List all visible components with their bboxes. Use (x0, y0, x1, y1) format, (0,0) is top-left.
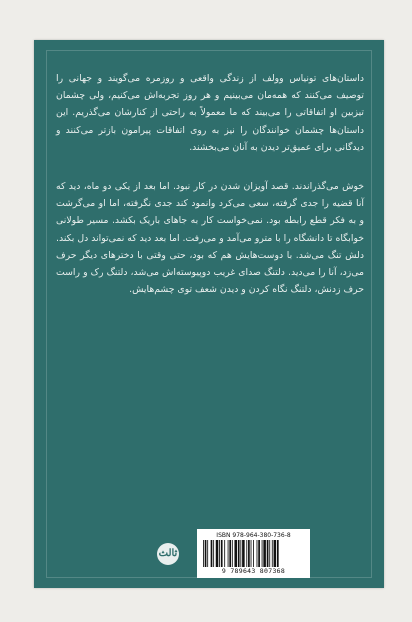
barcode-number: 9 789643 807368 (221, 567, 286, 575)
back-cover-panel (34, 40, 384, 588)
isbn-text: ISBN 978-964-380-736-8 (216, 532, 291, 539)
blurb-paragraph-1 (56, 70, 364, 156)
barcode-graphic (201, 540, 306, 567)
excerpt-paragraph (56, 178, 364, 298)
excerpt-text: خوش می‌گذراندند. قصد آویزان شدن در کار نبود. اما بعد از یکی دو ماه، دید که آنا قضیه را جدی گرفته، سعی می‌کرد وانمود کند جدی نگرفته، اما او می‌گرشت و به فکر قطع رابطه بود. نمی‌خواست کار به جاهای باریک بکشد. مسیر طولانی خوابگاه تا دانشگاه را با مترو می‌آمد و می‌رفت. اما بعد دید که نمی‌تواند دل بکند. دلش تنگ می‌شد. با دوست‌هایش هم که بود، حتی وقتی با دخترهای دیگر حرف می‌زد، آنا را می‌دید. دلتنگ صدای غریب دوپیوسته‌اش می‌شد، دلتنگ رک و راست حرف زدنش، دلتنگ نگاه کردن و دیدن شعف توی چشم‌هایش. (56, 181, 364, 296)
publisher-logo: ثالث (157, 543, 179, 565)
barcode-label (197, 529, 310, 578)
blurb-text-1: داستان‌های تونیاس وولف از زندگی واقعی و روزمره می‌گویند و جهانی را توصیف می‌کنند که همه‌مان می‌بینیم و هر روز تجربه‌اش می‌کنیم، ولی چشمان تیزبین او اتفاقاتی را می‌بیند که ما معمولاً به راحتی از کنارشان می‌گذریم. این داستان‌ها چشمان خوانندگان را نیز به روی اتفاقات پیرامون بازتر می‌کنند و دیدگانی برای عمیق‌تر دیدن به آنان می‌بخشند. (56, 73, 364, 153)
